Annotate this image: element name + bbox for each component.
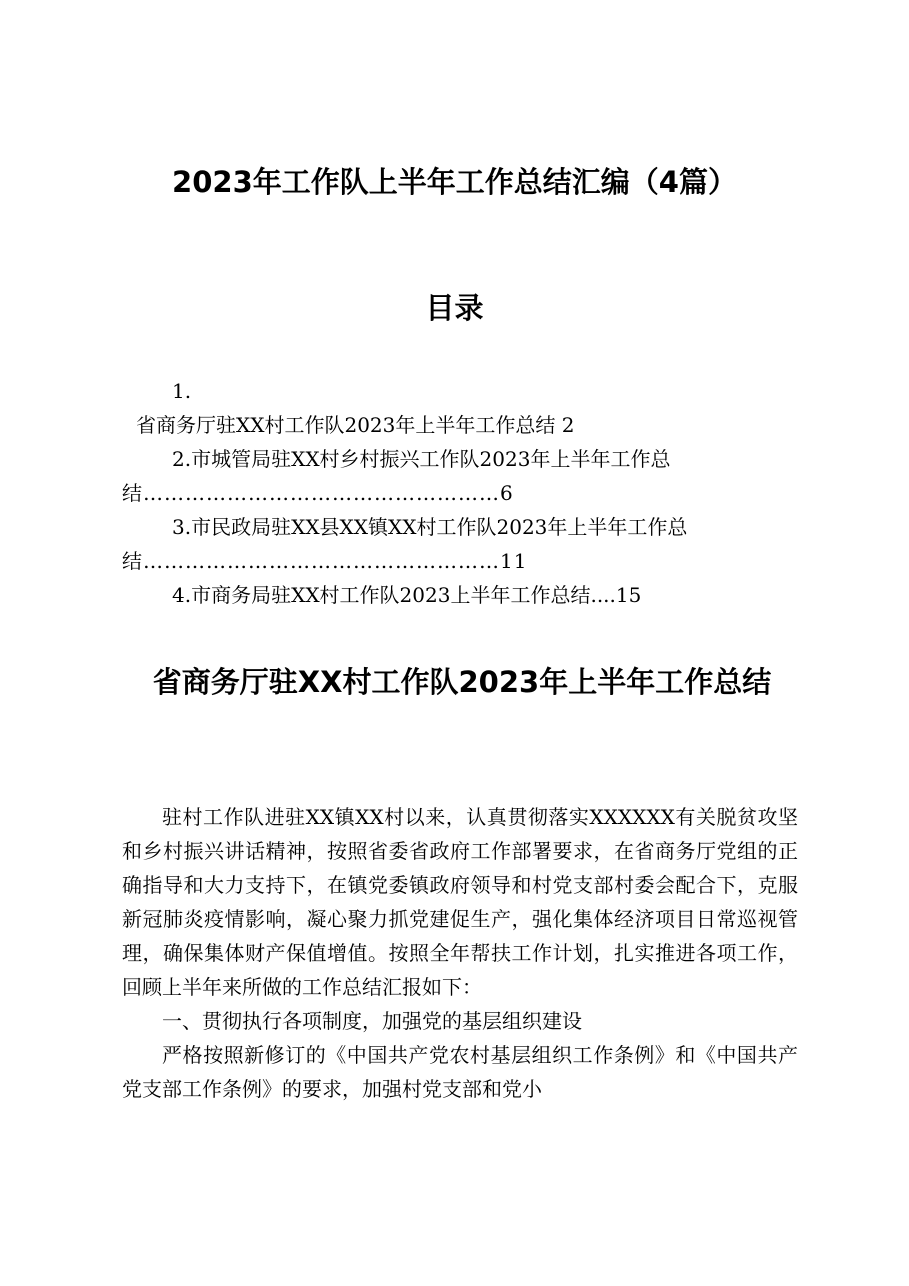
- toc-heading: 目录: [425, 291, 484, 325]
- toc-item-1-number[interactable]: 1.: [172, 379, 192, 403]
- toc-item-3-title[interactable]: 3.市民政局驻XX县XX镇XX村工作队2023年上半年工作总: [172, 515, 688, 539]
- toc-item-1-title[interactable]: 省商务厅驻XX村工作队2023年上半年工作总结 2: [136, 413, 575, 437]
- toc-item-4-title[interactable]: 4.市商务局驻XX村工作队2023上半年工作总结....15: [172, 583, 642, 607]
- paragraph-1: 严格按照新修订的《中国共产党农村基层组织工作条例》和《中国共产党支部工作条例》的要求，加强村党支部和党小: [122, 1043, 798, 1101]
- document-title: 2023年工作队上半年工作总结汇编（4篇）: [172, 165, 737, 199]
- section-title: 省商务厅驻XX村工作队2023年上半年工作总结: [152, 665, 772, 699]
- toc-item-3-page[interactable]: 结……………………………………………11: [122, 549, 528, 573]
- toc-item-2-page[interactable]: 结……………………………………………6: [122, 481, 514, 505]
- toc-item-2-title[interactable]: 2.市城管局驻XX村乡村振兴工作队2023年上半年工作总: [172, 447, 671, 471]
- paragraph-intro: 驻村工作队进驻XX镇XX村以来，认真贯彻落实XXXXXX有关脱贫攻坚和乡村振兴讲话精神，按照省委省政府工作部署要求，在省商务厅党组的正确指导和大力支持下，在镇党委镇政府领导和村党支部村委会配合下，克服新冠肺炎疫情影响，凝心聚力抓党建促生产，强化集体经济项目日常巡视管理，确保集体财产保值增值。按照全年帮扶工作计划，扎实推进各项工作，回顾上半年来所做的工作总结汇报如下：: [122, 805, 798, 999]
- section-heading-1: 一、贯彻执行各项制度，加强党的基层组织建设: [162, 1009, 582, 1033]
- body-text: [122, 800, 798, 1106]
- table-of-contents: [122, 374, 802, 612]
